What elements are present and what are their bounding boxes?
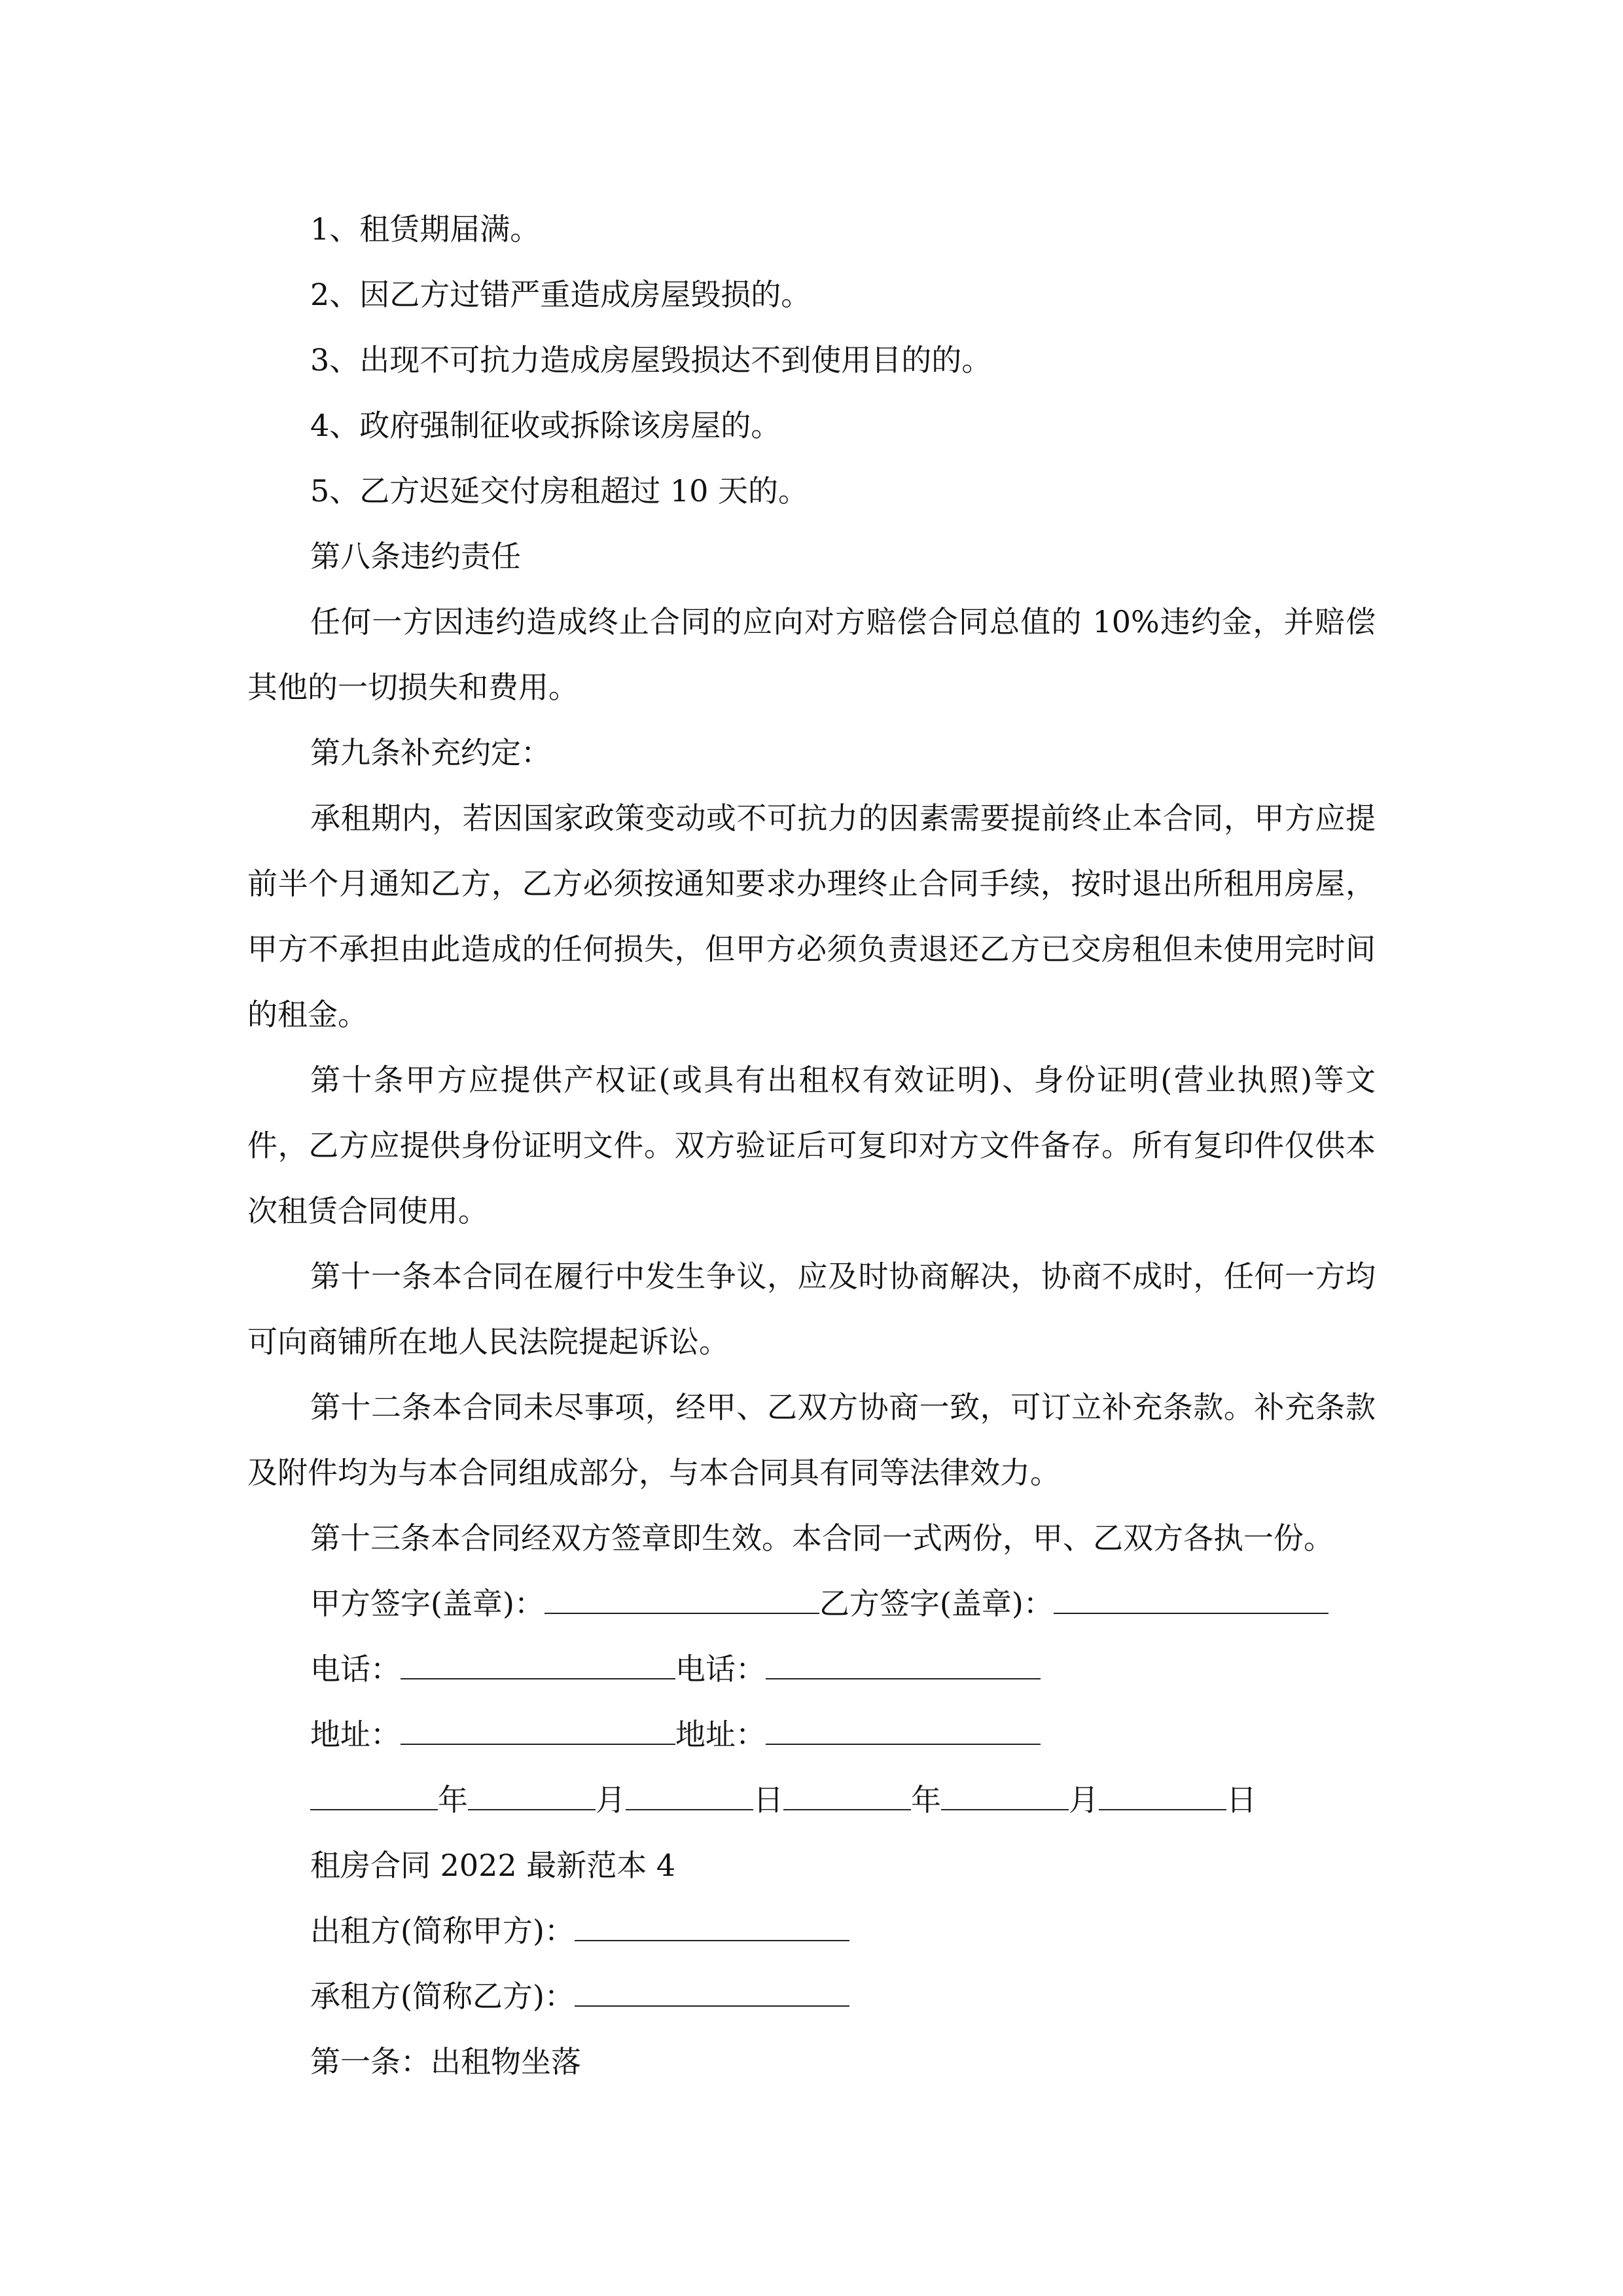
party-a-sign-label: 甲方签字(盖章)： — [310, 1586, 544, 1621]
party-b-address-label: 地址： — [675, 1717, 766, 1752]
party-a-month-label: 月 — [596, 1782, 626, 1818]
clause-item-5: 5、乙方迟延交付房租超过 10 天的。 — [310, 473, 809, 509]
party-a-phone-blank[interactable] — [401, 1641, 675, 1679]
party-a-month-blank[interactable] — [468, 1772, 596, 1810]
party-a-day-blank[interactable] — [626, 1772, 753, 1810]
clause-item-4: 4、政府强制征收或拆除该房屋的。 — [310, 408, 781, 443]
article-9-title: 第九条补充约定： — [310, 735, 551, 770]
party-b-year-label: 年 — [911, 1782, 941, 1818]
article-12-text: 第十二条本合同未尽事项，经甲、乙双方协商一致，可订立补充条款。补充条款及附件均为与本合同组成部分，与本合同具有同等法律效力。 — [247, 1390, 1376, 1490]
address-row — [247, 1702, 1376, 1767]
phone-row — [247, 1636, 1376, 1702]
party-b-phone-blank[interactable] — [766, 1641, 1041, 1679]
lessee-row — [247, 1964, 1376, 2029]
party-b-day-blank[interactable] — [1099, 1772, 1226, 1810]
article-13-text: 第十三条本合同经双方签章即生效。本合同一式两份，甲、乙双方各执一份。 — [310, 1520, 1334, 1556]
lessor-blank[interactable] — [575, 1903, 849, 1941]
article-10-text: 第十条甲方应提供产权证(或具有出租权有效证明)、身份证明(营业执照)等文件，乙方应提供身份证明文件。双方验证后可复印对方文件备存。所有复印件仅供本次租赁合同使用。 — [247, 1062, 1376, 1229]
party-b-sign-label: 乙方签字(盖章)： — [819, 1586, 1054, 1621]
party-a-address-blank[interactable] — [401, 1707, 675, 1745]
lessor-label: 出租方(简称甲方)： — [310, 1913, 575, 1948]
party-b-day-label: 日 — [1226, 1782, 1257, 1818]
next-contract-title: 租房合同 2022 最新范本 4 — [310, 1848, 676, 1883]
lessee-blank[interactable] — [575, 1969, 849, 2007]
clause-item-2: 2、因乙方过错严重造成房屋毁损的。 — [310, 277, 812, 312]
party-b-address-blank[interactable] — [766, 1707, 1041, 1745]
party-a-phone-label: 电话： — [310, 1651, 401, 1687]
party-a-address-label: 地址： — [310, 1717, 401, 1752]
next-article-1: 第一条：出租物坐落 — [310, 2044, 581, 2079]
article-8-title: 第八条违约责任 — [310, 539, 521, 574]
party-a-year-blank[interactable] — [310, 1772, 438, 1810]
date-row — [247, 1767, 1376, 1833]
party-b-month-label: 月 — [1069, 1782, 1099, 1818]
clause-item-1: 1、租赁期届满。 — [310, 211, 541, 247]
party-b-sign-blank[interactable] — [1054, 1576, 1329, 1614]
party-b-year-blank[interactable] — [783, 1772, 911, 1810]
party-a-day-label: 日 — [753, 1782, 783, 1818]
clause-item-3: 3、出现不可抗力造成房屋毁损达不到使用目的的。 — [310, 342, 992, 378]
article-11-text: 第十一条本合同在履行中发生争议，应及时协商解决，协商不成时，任何一方均可向商铺所在地人民法院提起诉讼。 — [247, 1259, 1376, 1359]
party-b-phone-label: 电话： — [675, 1651, 766, 1687]
party-a-sign-blank[interactable] — [544, 1576, 819, 1614]
article-8-text: 任何一方因违约造成终止合同的应向对方赔偿合同总值的 10%违约金，并赔偿其他的一切损失和费用。 — [247, 604, 1376, 705]
party-b-month-blank[interactable] — [941, 1772, 1069, 1810]
lessee-label: 承租方(简称乙方)： — [310, 1979, 575, 2014]
article-9-text: 承租期内，若因国家政策变动或不可抗力的因素需要提前终止本合同，甲方应提前半个月通知乙方，乙方必须按通知要求办理终止合同手续，按时退出所租用房屋，甲方不承担由此造成的任何损失，但甲方必须负责退还乙方已交房租但未使用完时间的租金。 — [247, 800, 1376, 1032]
party-a-year-label: 年 — [438, 1782, 468, 1818]
lessor-row — [247, 1898, 1376, 1964]
signature-row — [247, 1571, 1376, 1636]
document-body — [247, 196, 1376, 2094]
